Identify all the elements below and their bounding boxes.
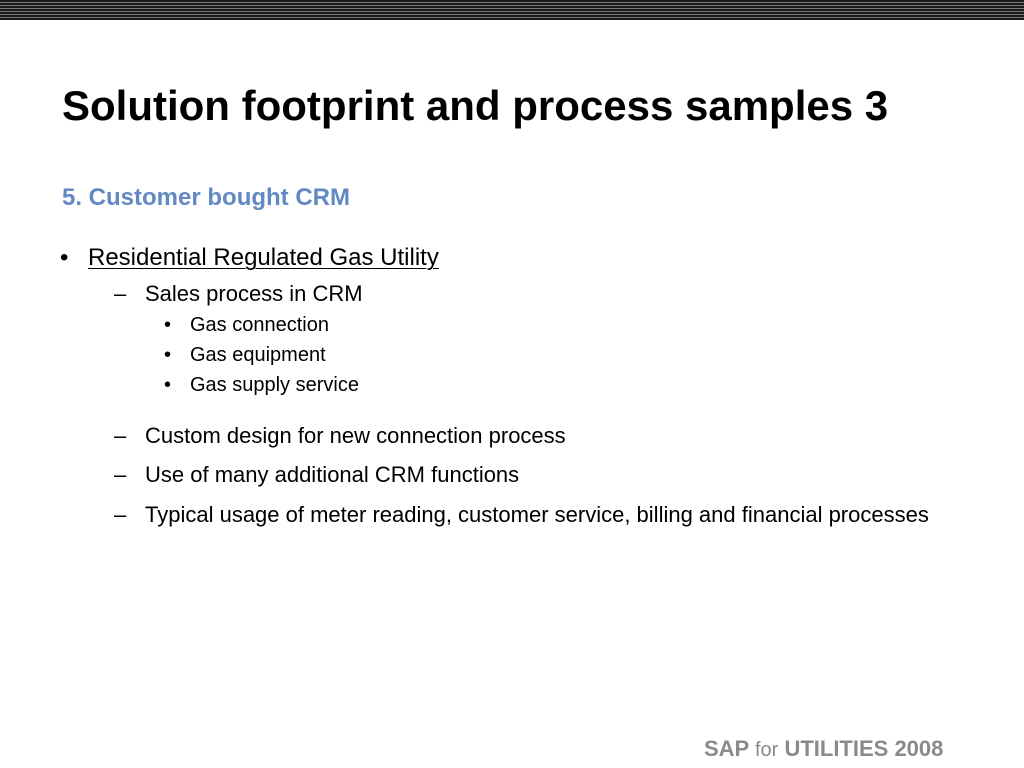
logo-utilities: UTILITIES 2008 bbox=[784, 736, 944, 761]
sap-for-utilities-logo bbox=[704, 736, 943, 763]
sub-bullet-crm-functions bbox=[114, 462, 520, 488]
item-gas-supply-service bbox=[164, 373, 359, 397]
dash-marker: – bbox=[114, 423, 127, 448]
sub-bullet-custom-design bbox=[114, 423, 566, 449]
sub-bullet-text: Typical usage of meter reading, customer service, billing and financial processes bbox=[145, 502, 929, 527]
bullet-marker: • bbox=[164, 314, 172, 336]
dash-marker: – bbox=[114, 502, 127, 527]
sub-bullet-text: Custom design for new connection process bbox=[145, 423, 566, 448]
sub-bullet-sales-process bbox=[114, 281, 363, 307]
sub-bullet-text: Sales process in CRM bbox=[145, 281, 363, 306]
dash-marker: – bbox=[114, 462, 127, 487]
item-gas-connection bbox=[164, 313, 329, 337]
sub-bullet-typical-usage bbox=[114, 502, 929, 528]
item-text: Gas equipment bbox=[190, 344, 326, 366]
logo-for: for bbox=[754, 739, 779, 761]
bullet-main-text: Residential Regulated Gas Utility bbox=[88, 244, 439, 271]
bullet-marker: • bbox=[164, 344, 172, 366]
dash-marker: – bbox=[114, 281, 127, 306]
logo-sap: SAP bbox=[704, 736, 749, 761]
item-gas-equipment bbox=[164, 343, 326, 367]
sub-bullet-text: Use of many additional CRM functions bbox=[145, 462, 520, 487]
bullet-marker: • bbox=[60, 244, 69, 271]
item-text: Gas connection bbox=[190, 314, 329, 336]
item-text: Gas supply service bbox=[190, 374, 359, 396]
bullet-marker: • bbox=[164, 374, 172, 396]
bullet-main bbox=[60, 244, 439, 272]
slide-title: Solution footprint and process samples 3 bbox=[62, 82, 889, 129]
section-heading: 5. Customer bought CRM bbox=[62, 184, 350, 211]
